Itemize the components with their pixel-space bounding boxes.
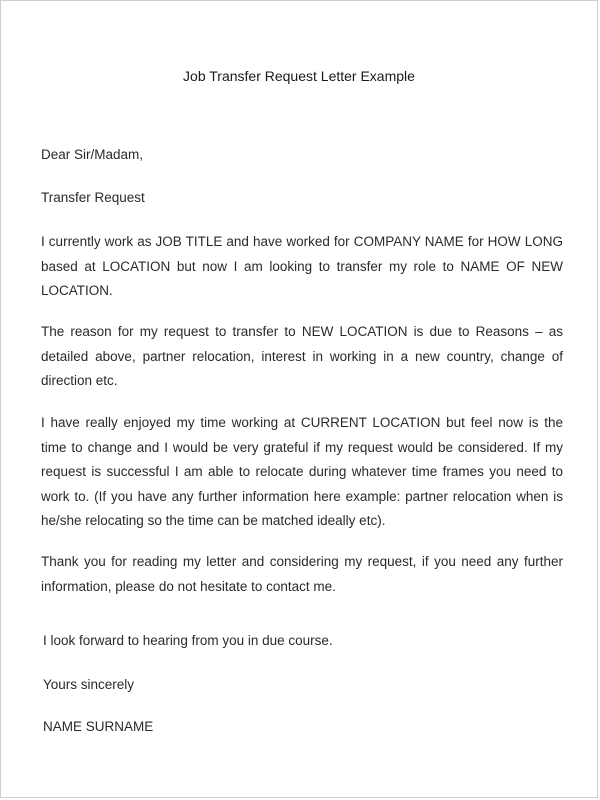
signature-name: NAME SURNAME	[43, 719, 154, 734]
salutation: Dear Sir/Madam,	[41, 147, 144, 162]
sign-off: Yours sincerely	[43, 677, 135, 692]
paragraph-experience: I have really enjoyed my time working at CURRENT LOCATION but feel now is the time to change and I would be very grateful if my request would be considered. If my request is successful I am able to relocate during whatever time frames you need to work to. (If you have any further information here example: partner relocation when is he/she relocating so the time can be matched ideally etc).	[41, 415, 563, 528]
paragraph-reason: The reason for my request to transfer to NEW LOCATION is due to Reasons – as detailed above, partner relocation, interest in working in a new country, change of direction etc.	[41, 324, 563, 388]
letter-title: Job Transfer Request Letter Example	[183, 68, 415, 84]
paragraph-current-role: I currently work as JOB TITLE and have worked for COMPANY NAME for HOW LONG based at LOCATION but now I am looking to transfer my role to NAME OF NEW LOCATION.	[41, 234, 563, 298]
paragraph-thanks: Thank you for reading my letter and considering my request, if you need any further information, please do not hesitate to contact me.	[41, 554, 563, 594]
subject-line: Transfer Request	[41, 190, 145, 205]
closing-line: I look forward to hearing from you in due course.	[43, 633, 333, 648]
